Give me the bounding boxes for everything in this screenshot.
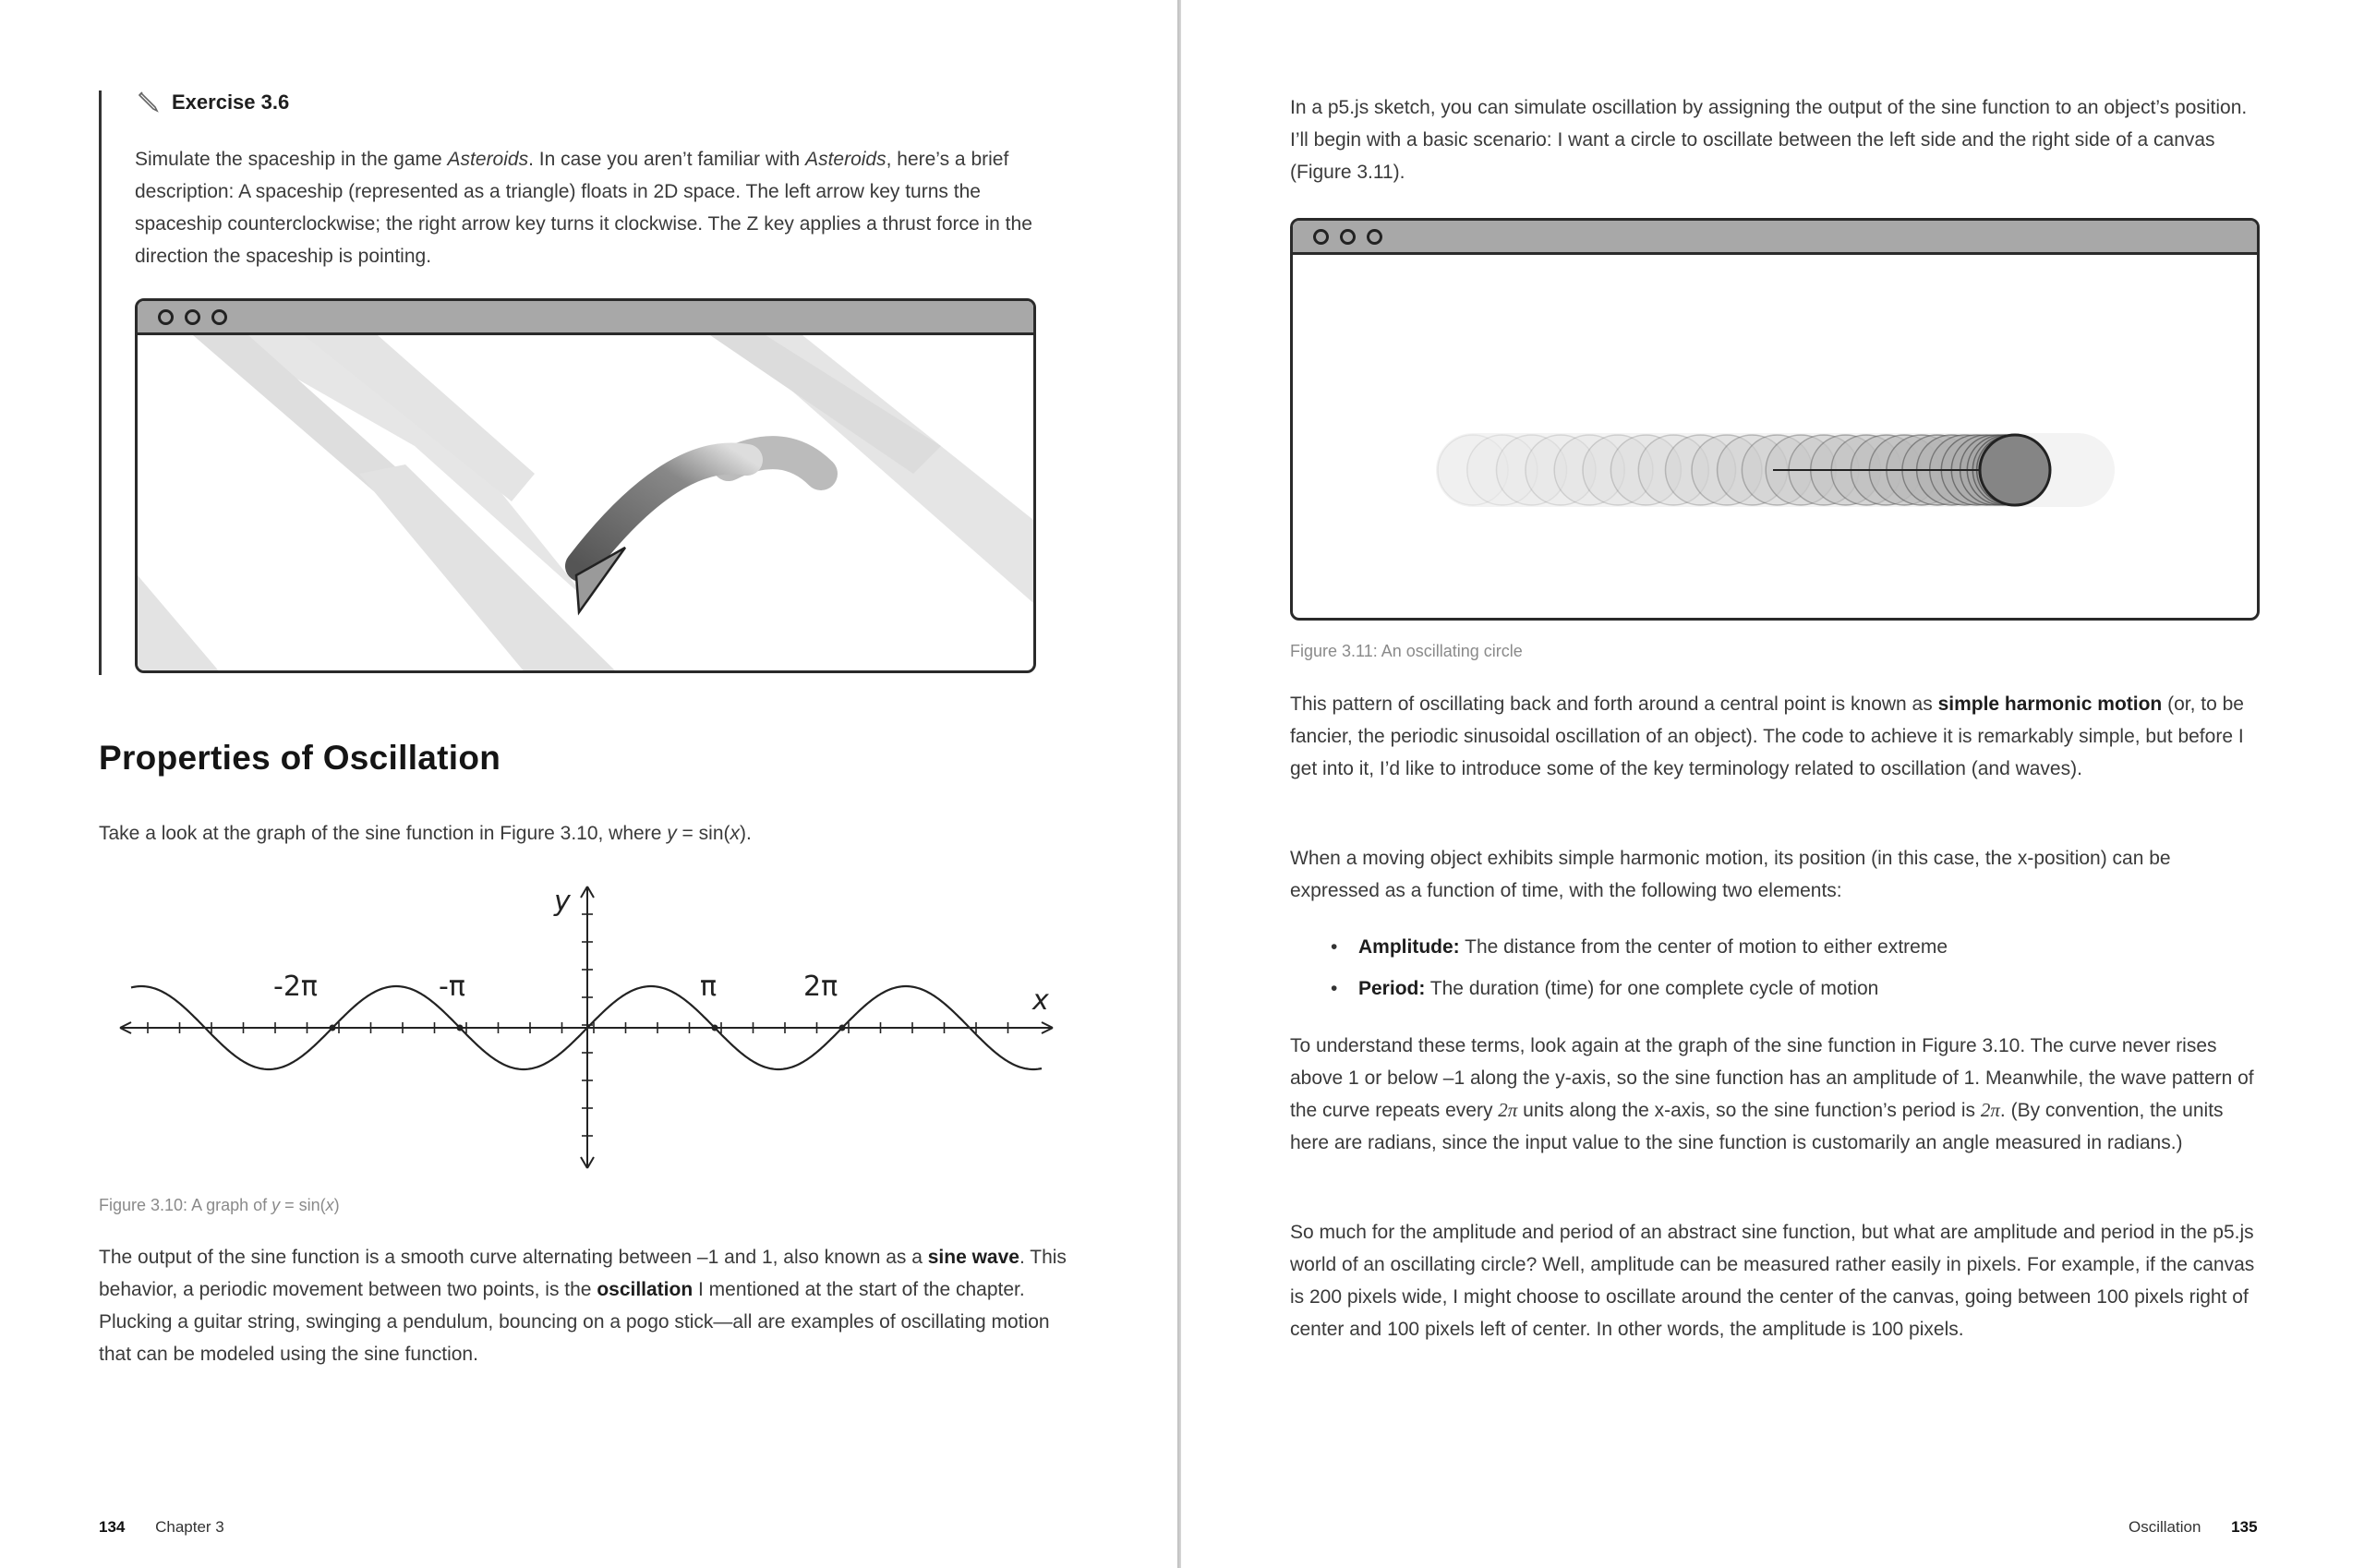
figure-3-11-caption: Figure 3.11: An oscillating circle bbox=[1290, 642, 1523, 660]
pixels-paragraph: So much for the amplitude and period of an abstract sine function, but what are amplitude and period in the p5.js world of an oscillating circle? Well, amplitude can be measured rather easily in pixels. For example, if the canvas is 200 pixels wide, I might choose to oscillate around the center of the canvas, going between 100 pixels right of center and 100 pixels left of center. In other words, the amplitude is 100 pixels. bbox=[1290, 1222, 2255, 1340]
tick-label-pi: π bbox=[700, 971, 718, 1003]
oscillating-circle-canvas bbox=[1293, 255, 2257, 621]
window-button-icon bbox=[1367, 229, 1382, 245]
left-footer bbox=[99, 1518, 224, 1537]
elements-paragraph: When a moving object exhibits simple harmonic motion, its position (in this case, the x-position) can be expressed as a function of time, with the following two elements: bbox=[1290, 848, 2171, 901]
window-button-icon bbox=[1340, 229, 1356, 245]
right-running-head: Oscillation bbox=[2129, 1518, 2201, 1536]
right-footer bbox=[2129, 1518, 2258, 1537]
tick-label-neg-2pi: -2π bbox=[273, 971, 318, 1003]
right-page-number: 135 bbox=[2231, 1518, 2258, 1536]
exercise-rule bbox=[99, 90, 102, 675]
section-heading: Properties of Oscillation bbox=[99, 739, 501, 777]
graph-intro: Take a look at the graph of the sine function in Figure 3.10, where y = sin(x). bbox=[99, 823, 752, 844]
left-page-number: 134 bbox=[99, 1518, 126, 1536]
window-title-bar bbox=[138, 301, 1033, 335]
list-item: • Period: The duration (time) for one complete cycle of motion bbox=[1325, 972, 2249, 1005]
window-button-icon bbox=[1313, 229, 1329, 245]
tick-label-neg-pi: -π bbox=[439, 971, 465, 1003]
left-running-head: Chapter 3 bbox=[155, 1518, 224, 1536]
tick-label-2pi: 2π bbox=[803, 971, 838, 1003]
amplitude-period-paragraph: To understand these terms, look again at the graph of the sine function in Figure 3.10. The curve never rises above 1 or below –1 along the y-axis, so the sine function has an amplitude of 1. Meanwhile, the wave pattern of the curve repeats every 2π units along the x-axis, so the sine function’s period is 2π. (By convention, the units here are radians, since the input value to the sine function is customarily an angle measured in radians.) bbox=[1290, 1035, 2254, 1153]
right-intro: In a p5.js sketch, you can simulate oscillation by assigning the output of the sine function to an object’s position. I’ll begin with a basic scenario: I want a circle to oscillate between the left side and the right side of a canvas (Figure 3.11). bbox=[1290, 97, 2248, 183]
figure-3-10-caption: Figure 3.10: A graph of y = sin(x) bbox=[99, 1196, 340, 1214]
sine-graph bbox=[111, 877, 1062, 1173]
terminology-list bbox=[1325, 931, 2249, 1014]
list-item: • Amplitude: The distance from the center of motion to either extreme bbox=[1325, 931, 2249, 963]
exercise-header bbox=[137, 90, 289, 115]
asteroids-canvas bbox=[138, 335, 1033, 673]
window-button-icon bbox=[211, 309, 227, 325]
window-button-icon bbox=[158, 309, 174, 325]
window-title-bar bbox=[1293, 221, 2257, 255]
window-button-icon bbox=[185, 309, 200, 325]
pencil-icon bbox=[137, 90, 161, 115]
exercise-title: Exercise 3.6 bbox=[172, 90, 290, 114]
asteroids-sketch-window bbox=[135, 298, 1036, 673]
shm-paragraph: This pattern of oscillating back and forth around a central point is known as simple harmonic motion (or, to be fancier, the periodic sinusoidal oscillation of an object). The code to achieve it is remarkably simple, but before I get into it, I’d like to introduce some of the key terminology related to oscillation (and waves). bbox=[1290, 694, 2244, 779]
sine-wave-paragraph: The output of the sine function is a smooth curve alternating between –1 and 1, also known as a sine wave. This behavior, a periodic movement between two points, is the oscillation I mentioned at the start of the chapter. Plucking a guitar string, swinging a pendulum, bouncing on a pogo stick—all are examples of oscillating motion that can be modeled using the sine function. bbox=[99, 1247, 1067, 1365]
oscillation-sketch-window bbox=[1290, 218, 2260, 621]
y-axis-label: y bbox=[554, 886, 571, 918]
x-axis-label: x bbox=[1032, 984, 1049, 1017]
exercise-body: Simulate the spaceship in the game Asteroids. In case you aren’t familiar with Asteroids, here’s a brief description: A spaceship (represented as a triangle) floats in 2D space. The left arrow key turns the spaceship counterclockwise; the right arrow key turns it clockwise. The Z key applies a thrust force in the direction the spaceship is pointing. bbox=[135, 149, 1032, 267]
